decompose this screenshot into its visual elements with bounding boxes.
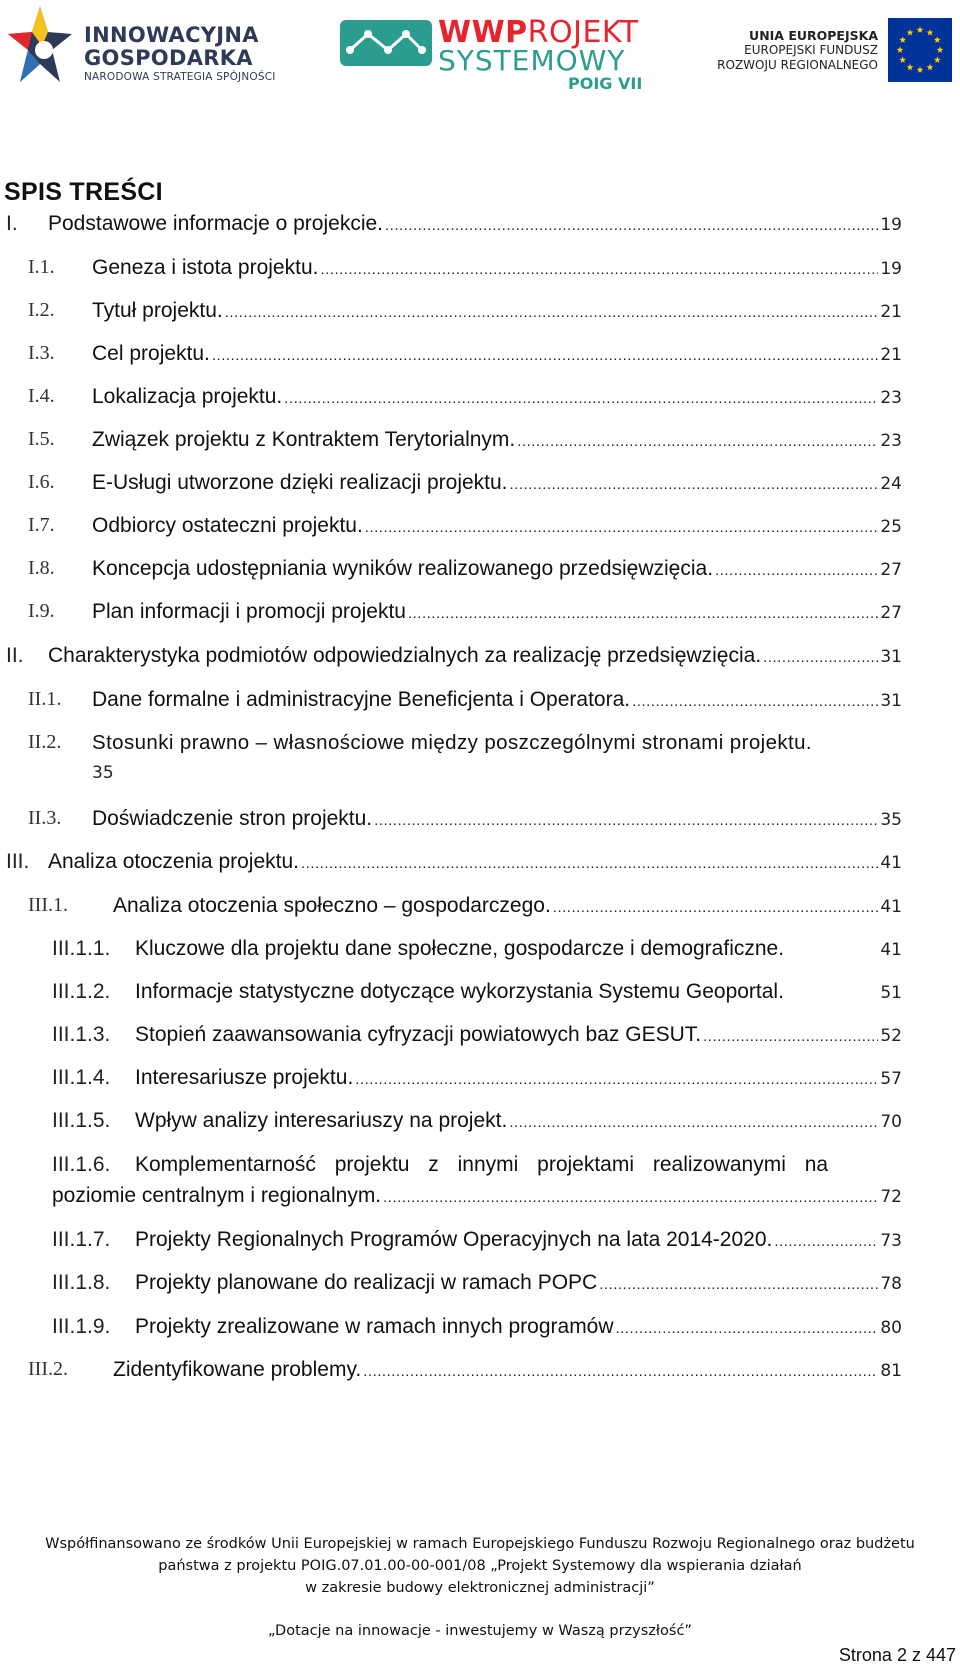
toc-entry-number: I.1. (28, 256, 55, 278)
toc-entry-text: Dane formalne i administracyjne Beneficjenta i Operatora. (92, 688, 631, 711)
toc-leader-dots (632, 693, 878, 710)
wwp-projekt-systemowy-logo (340, 14, 650, 93)
toc-leader-dots (553, 899, 879, 916)
toc-leader-dots (408, 605, 878, 622)
toc-leader-dots (225, 304, 879, 321)
toc-entry[interactable] (0, 1109, 902, 1139)
toc-entry-number: II.2. (28, 731, 62, 753)
toc-entry-number: I.9. (28, 600, 55, 622)
toc-entry-text: Wpływ analizy interesariuszy na projekt. (135, 1109, 508, 1132)
toc-leader-dots (703, 1028, 878, 1045)
toc-entry[interactable] (0, 471, 902, 501)
page-header (0, 0, 960, 100)
toc-entry-text: Interesariusze projektu. (135, 1066, 354, 1089)
toc-entry-text: Koncepcja udostępniania wyników realizowanego przedsięwzięcia. (92, 557, 714, 580)
toc-entry-page: 80 (880, 1318, 902, 1338)
toc-entry[interactable] (0, 1315, 902, 1345)
toc-entry-page: 41 (880, 897, 902, 917)
eu-text-line2: EUROPEJSKI FUNDUSZ (744, 43, 878, 57)
ig-star-icon (8, 2, 72, 92)
toc-entry[interactable] (0, 385, 902, 415)
toc-entry-page: 23 (880, 431, 902, 451)
toc-entry[interactable] (0, 980, 902, 1010)
toc-entry-page: 81 (880, 1361, 902, 1381)
toc-entry-number: I.3. (28, 342, 55, 364)
toc-entry-page: 27 (880, 560, 902, 580)
toc-entry-number: III.1.8. (52, 1271, 111, 1294)
toc-entry-number: III.1.6. (52, 1153, 111, 1176)
toc-leader-dots (763, 649, 878, 666)
toc-entry-number: II.1. (28, 688, 62, 710)
toc-leader-dots (365, 519, 879, 536)
toc-entry[interactable] (0, 256, 902, 286)
footer-funding-note (0, 1533, 960, 1599)
toc-entry-page: 70 (880, 1112, 902, 1132)
toc-entry-text: Lokalizacja projektu. (92, 385, 283, 408)
toc-entry-page: 51 (880, 983, 902, 1003)
toc-entry-number: I.6. (28, 471, 55, 493)
toc-entry[interactable] (0, 807, 902, 837)
toc-entry-page: 57 (880, 1069, 902, 1089)
toc-leader-dots (517, 433, 878, 450)
toc-entry[interactable] (0, 1271, 902, 1301)
eu-text (717, 28, 878, 73)
toc-entry-number: III.1.3. (52, 1023, 111, 1046)
toc-entry[interactable] (0, 600, 902, 630)
toc-entry-number: III.2. (28, 1358, 68, 1380)
toc-entry-number: I.2. (28, 299, 55, 321)
toc-entry[interactable] (0, 514, 902, 544)
toc-title: SPIS TREŚCI (4, 178, 163, 206)
toc-entry[interactable] (0, 212, 902, 242)
toc-entry-text: Doświadczenie stron projektu. (92, 807, 373, 830)
toc-entry-page: 73 (880, 1231, 902, 1251)
toc-entry-text: Tytuł projektu. (92, 299, 223, 322)
toc-leader-dots (509, 1114, 878, 1131)
toc-entry[interactable] (0, 1358, 902, 1388)
toc-entry[interactable] (0, 1023, 902, 1053)
innowacyjna-gospodarka-logo (8, 2, 288, 92)
toc-entry-page: 21 (880, 302, 902, 322)
toc-entry-number: III.1. (28, 894, 68, 916)
toc-leader-dots (355, 1071, 878, 1088)
toc-entry[interactable] (0, 688, 902, 718)
toc-leader-dots (363, 1363, 878, 1380)
toc-entry-number: III.1.2. (52, 980, 111, 1003)
toc-entry-text: Podstawowe informacje o projekcie. (48, 212, 383, 235)
toc-entry-number: I.5. (28, 428, 55, 450)
toc-entry-text: Informacje statystyczne dotyczące wykorzystania Systemu Geoportal. (135, 980, 784, 1003)
toc-entry-text: Analiza otoczenia projektu. (48, 850, 299, 873)
toc-entry-page: 31 (880, 691, 902, 711)
toc-entry[interactable] (0, 644, 902, 674)
toc-leader-dots (616, 1320, 879, 1337)
toc-entry-page: 23 (880, 388, 902, 408)
toc-entry-page: 78 (880, 1274, 902, 1294)
toc-entry-text: Charakterystyka podmiotów odpowiedzialnych za realizację przedsięwzięcia. (48, 644, 762, 667)
toc-entry[interactable] (0, 937, 902, 967)
toc-entry-text: Związek projektu z Kontraktem Terytorialnym. (92, 428, 516, 451)
toc-entry-page: 27 (880, 603, 902, 623)
footer-line-2: państwa z projektu POIG.07.01.00-00-001/08 „Projekt Systemowy dla wspierania działań (158, 1558, 802, 1574)
ig-subtitle: NARODOWA STRATEGIA SPÓJNOŚCI (84, 71, 276, 83)
toc-entry-text: Stopień zaawansowania cyfryzacji powiatowych baz GESUT. (135, 1023, 702, 1046)
toc-entry-page: 41 (880, 940, 902, 960)
toc-entry-text: Projekty planowane do realizacji w ramach POPC (135, 1271, 598, 1294)
toc-entry-text: Komplementarność projektu z innymi projektami realizowanymi na (135, 1153, 829, 1176)
toc-entry-text: Zidentyfikowane problemy. (113, 1358, 362, 1381)
toc-entry[interactable] (0, 428, 902, 458)
footer-line-1: Współfinansowano ze środków Unii Europejskiej w ramach Europejskiego Funduszu Rozwoju Regionalnego oraz budżetu (45, 1536, 915, 1552)
toc-entry[interactable] (0, 894, 902, 924)
toc-entry-page: 31 (880, 647, 902, 667)
toc-entry-text: Projekty Regionalnych Programów Operacyjnych na lata 2014-2020. (135, 1228, 773, 1251)
toc-entry-text: E-Usługi utworzone dzięki realizacji projektu. (92, 471, 508, 494)
toc-entry-page: 35 (92, 763, 114, 783)
toc-entry-text: Projekty zrealizowane w ramach innych programów (135, 1315, 614, 1338)
eu-text-line3: ROZWOJU REGIONALNEGO (717, 58, 878, 72)
toc-entry-page: 19 (880, 215, 902, 235)
toc-entry-number: I.8. (28, 557, 55, 579)
toc-entry-page: 19 (880, 259, 902, 279)
toc-entry-number: I.7. (28, 514, 55, 536)
toc-entry-number: III.1.5. (52, 1109, 111, 1132)
toc-leader-dots (320, 261, 878, 278)
toc-leader-dots (212, 347, 878, 364)
toc-entry[interactable] (0, 299, 902, 329)
toc-entry-number: III. (6, 850, 30, 873)
toc-entry-number: III.1.4. (52, 1066, 111, 1089)
toc-entry-page: 24 (880, 474, 902, 494)
ig-title (84, 24, 259, 70)
network-icon (340, 20, 432, 66)
toc-entry-page: 21 (880, 345, 902, 365)
toc-entry-number: III.1.1. (52, 937, 111, 960)
eu-text-line1: UNIA EUROPEJSKA (749, 28, 878, 43)
toc-entry-text: Geneza i istota projektu. (92, 256, 319, 279)
toc-entry-text-continued: poziomie centralnym i regionalnym. (52, 1184, 382, 1207)
toc-entry-number: II. (6, 644, 24, 667)
toc-entry[interactable] (0, 1066, 902, 1096)
toc-leader-dots (715, 562, 878, 579)
page-number: Strona 2 z 447 (838, 1645, 956, 1665)
toc-leader-dots (383, 1189, 878, 1206)
toc-entry-text: Cel projektu. (92, 342, 210, 365)
toc-entry-text: Odbiorcy ostateczni projektu. (92, 514, 363, 537)
toc-leader-dots (510, 476, 879, 493)
toc-entry-number: III.1.9. (52, 1315, 111, 1338)
toc-leader-dots (599, 1276, 878, 1293)
toc-entry-text: Stosunki prawno – własnościowe między poszczególnymi stronami projektu. (92, 731, 813, 754)
toc-leader-dots (385, 217, 878, 234)
toc-entry-page: 41 (880, 853, 902, 873)
toc-entry-page: 35 (880, 810, 902, 830)
toc-entry-number: I. (6, 212, 18, 235)
ig-title-line1: INNOWACYJNA (84, 23, 259, 47)
toc-entry-text: Plan informacji i promocji projektu (92, 600, 406, 623)
toc-entry[interactable] (0, 1228, 902, 1258)
toc-leader-dots (284, 390, 878, 407)
ig-title-line2: GOSPODARKA (84, 46, 253, 70)
toc-leader-dots (374, 812, 878, 829)
toc-entry[interactable] (0, 342, 902, 372)
toc-entry-page: 25 (880, 517, 902, 537)
eu-flag-icon (888, 18, 952, 82)
eu-logo (690, 18, 952, 84)
footer-slogan: „Dotacje na innowacje - inwestujemy w Waszą przyszłość” (268, 1623, 692, 1639)
toc-entry-page: 72 (880, 1187, 902, 1207)
toc-entry-number: I.4. (28, 385, 55, 407)
wwp-rest-text: ROJEKT (527, 15, 639, 50)
wwp-subtitle: SYSTEMOWY (438, 44, 626, 77)
toc-entry-number: III.1.7. (52, 1228, 111, 1251)
toc-entry[interactable] (0, 557, 902, 587)
toc-entry-text: Kluczowe dla projektu dane społeczne, gospodarcze i demograficzne. (135, 937, 785, 960)
wwp-program: POIG VII (568, 74, 643, 93)
toc-entry[interactable] (0, 731, 902, 791)
wwp-bold-text: WWP (438, 15, 528, 50)
toc-entry-page: 52 (880, 1026, 902, 1046)
toc-entry-number: II.3. (28, 807, 62, 829)
toc-entry[interactable] (0, 850, 902, 880)
toc-leader-dots (301, 855, 878, 872)
toc-leader-dots (774, 1233, 878, 1250)
toc-entry[interactable] (0, 1153, 902, 1219)
toc-entry-text: Analiza otoczenia społeczno – gospodarczego. (113, 894, 551, 917)
footer-line-3: w zakresie budowy elektronicznej administracji” (305, 1580, 655, 1596)
